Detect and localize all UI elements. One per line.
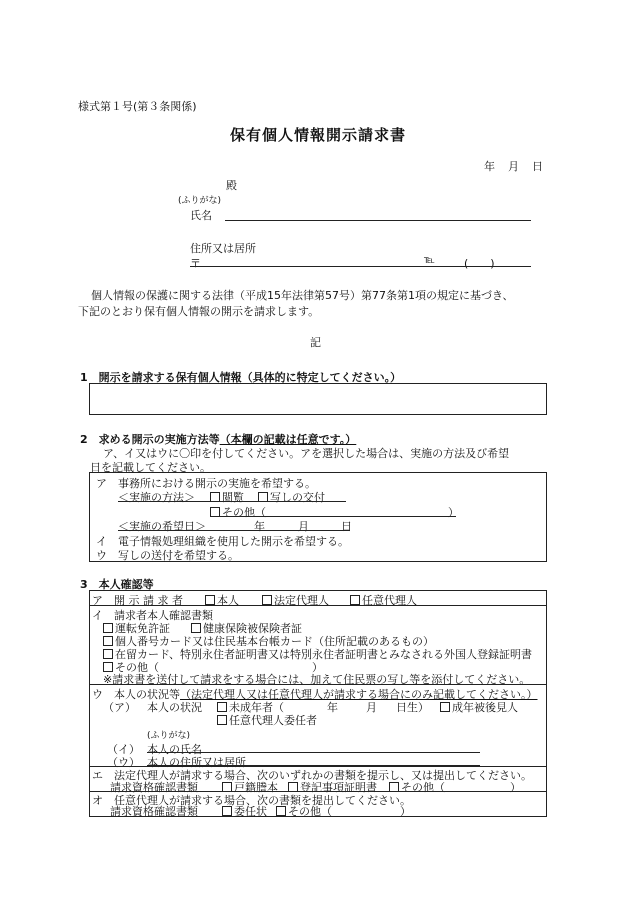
voluntary-rep-other[interactable]: その他（ [276,803,332,819]
status-u-text: 本人の住所又は居所 [147,756,246,769]
status-adult-guardian[interactable]: 成年被後見人 [440,699,518,715]
section1-heading: 1 開示を請求する保有個人情報（具体的に特定してください。） [80,371,402,384]
status-birth: 日生） [396,701,429,714]
status-label: ウ 本人の状況等（法定代理人又は任意代理人が請求する場合にのみ記載してください。） [92,688,538,701]
furigana-label: (ふりがな) [178,196,222,206]
date-nen: 年 [254,520,265,533]
checkbox-icon[interactable] [191,623,201,633]
legal-rep-other[interactable]: その他（ [389,779,445,795]
legal-rep-koseki[interactable]: 戸籍謄本 [222,779,278,795]
ki-label: 記 [310,336,321,349]
address-label: 住所又は居所 [190,242,256,255]
legal-rep-registry[interactable]: 登記事項証明書 [288,779,377,795]
id-note: ※請求書を送付して請求をする場合には、加えて住民票の写し等を添付してください。 [103,673,531,686]
section2-option-u[interactable]: ウ 写しの送付を希望する。 [96,549,239,562]
date-year: 年 [484,160,495,173]
checkbox-icon[interactable] [222,806,232,816]
postal-mark: 〒 [190,257,201,270]
voluntary-rep-docs-label: 請求資格確認書類 [110,805,198,818]
page-title: 保有個人情報開示請求書 [230,126,407,144]
checkbox-icon[interactable] [205,595,215,605]
date-hi: 日 [341,520,352,533]
row-divider [89,605,546,606]
voluntary-rep-close: ） [400,805,411,818]
requester-legal[interactable]: 法定代理人 [262,592,329,608]
status-u-label: （ウ） [107,756,140,769]
requester-self[interactable]: 本人 [205,592,239,608]
section2-instruction2: 日を記載してください。 [90,461,211,474]
id-residence[interactable]: 在留カード、特別永住者証明書又は特別永住者証明書とみなされる外国人登録証明書 [103,646,532,662]
status-proxy[interactable]: 任意代理人委任者 [217,712,317,728]
name-field[interactable] [225,220,531,221]
checkbox-icon[interactable] [217,702,227,712]
section3-heading: 3 本人確認等 [80,578,154,591]
section2-option-i[interactable]: イ 電子情報処理組織を使用した開示を希望する。 [96,535,349,548]
id-license[interactable]: 運転免許証 [103,620,170,636]
section2-heading-note: （本欄の記載は任意です。） [219,433,357,446]
name-label: 氏名 [190,209,212,222]
section2-instruction1: ア、イ又はウに〇印を付してください。アを選択した場合は、実施の方法及び希望 [103,447,510,460]
requester-voluntary[interactable]: 任意代理人 [350,592,417,608]
checkbox-icon[interactable] [262,595,272,605]
intro-line2: 下記のとおり保有個人情報の開示を請求します。 [78,305,320,318]
checkbox-icon[interactable] [276,806,286,816]
principal-name-field[interactable] [147,752,480,753]
address-field[interactable] [190,266,531,267]
checkbox-icon[interactable] [217,715,227,725]
legal-rep-docs-label: 請求資格確認書類 [110,781,198,794]
status-a-text: 本人の状況 [147,701,202,714]
addressee-label: 殿 [226,179,237,192]
method-underline [118,501,346,502]
status-minor[interactable]: 未成年者（ [217,699,284,715]
checkbox-icon[interactable] [103,636,113,646]
id-insurance[interactable]: 健康保険被保険者証 [191,620,302,636]
option-view[interactable]: 閲覧 [210,489,244,505]
status-a-label: （ア） [103,701,136,714]
date-tsuki: 月 [298,520,309,533]
status-i-text: 本人の氏名 [147,743,202,756]
status-tsuki: 月 [366,701,377,714]
requester-label: ア 開 示 請 求 者 [92,594,183,607]
tel-label: ℡ [424,255,435,266]
voluntary-rep-power[interactable]: 委任状 [222,803,267,819]
status-label-note: （法定代理人又は任意代理人が請求する場合にのみ記載してください。） [180,688,538,701]
id-docs-label: イ 請求者本人確認書類 [92,609,213,622]
form-number: 様式第１号(第３条関係) [78,100,197,113]
intro-line1: 個人情報の保護に関する法律（平成15年法律第57号）第77条第1項の規定に基づき、 [91,289,514,302]
date-day: 日 [532,160,543,173]
checkbox-icon[interactable] [350,595,360,605]
id-other[interactable]: その他（ [103,659,159,675]
checkbox-icon[interactable] [440,702,450,712]
date-label: ＜実施の希望日＞ [118,520,206,533]
section2-heading: 2 求める開示の実施方法等（本欄の記載は任意です。） [80,433,357,446]
status-nen: 年 [327,701,338,714]
id-mynumber[interactable]: 個人番号カード又は住民基本台帳カード（住所記載のあるもの） [103,633,434,649]
option-other-field[interactable] [210,516,456,517]
section1-input-box[interactable] [89,383,547,415]
status-i-label: （イ） [107,743,140,756]
date-month: 月 [508,160,519,173]
voluntary-rep-text: オ 任意代理人が請求する場合、次の書類を提出してください。 [92,794,411,807]
checkbox-icon[interactable] [103,623,113,633]
option-other[interactable]: その他（ [210,504,266,520]
row-divider [89,684,546,685]
legal-rep-text: エ 法定代理人が請求する場合、次のいずれかの書類を提示し、又は提出してください。 [92,769,532,782]
section2-option-a[interactable]: ア 事務所における開示の実施を希望する。 [96,477,316,490]
date-underline[interactable] [118,530,350,531]
method-label: ＜実施の方法＞ [118,491,195,504]
id-other-close: ） [312,661,323,674]
tel-paren: ( ) [464,257,495,270]
status-furigana: (ふりがな) [147,731,191,741]
legal-rep-close: ） [510,781,521,794]
checkbox-icon[interactable] [103,649,113,659]
option-other-close: ） [448,506,459,519]
option-copy[interactable]: 写しの交付 [258,489,325,505]
